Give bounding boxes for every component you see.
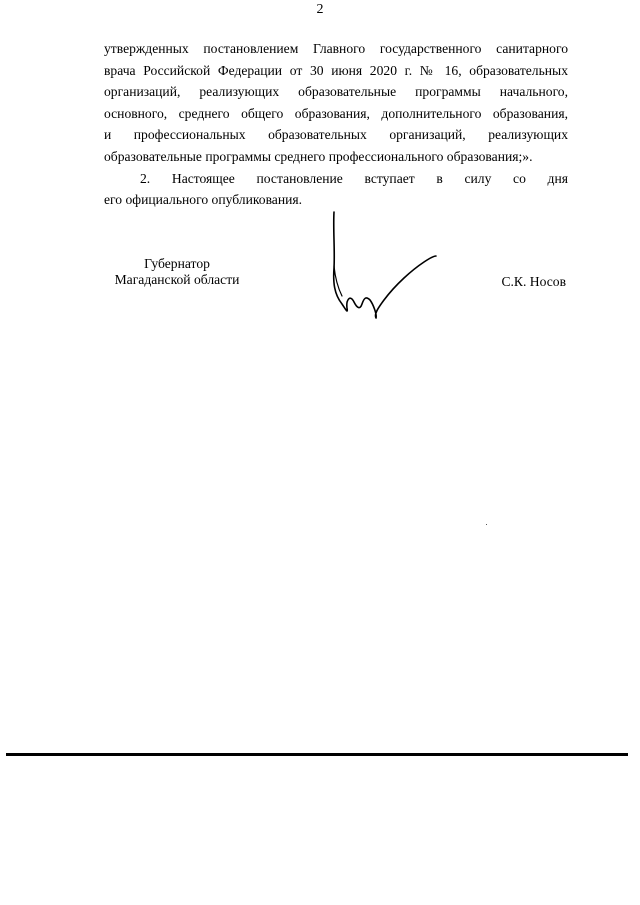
footer-rule	[6, 753, 628, 756]
page-number: 2	[316, 2, 324, 17]
signatory-position	[102, 256, 252, 288]
signatory-name: С.К. Носов	[501, 274, 566, 289]
text-line: 2. Настоящее постановление вступает в силу со дня	[140, 170, 568, 186]
position-title: Губернатор	[144, 256, 210, 271]
position-region: Магаданской области	[114, 272, 240, 287]
body-text	[104, 38, 568, 211]
text-line: образовательные программы среднего профессионального образования;».	[104, 148, 533, 164]
text-line: его официального опубликования.	[104, 192, 303, 208]
text-line: утвержденных постановлением Главного государственного санитарного	[104, 41, 568, 56]
paragraph-effective-date	[104, 168, 568, 211]
paragraph-continuation	[104, 38, 568, 168]
text-line: основного, среднего общего образования, дополнительного образования,	[104, 105, 568, 121]
text-line: и профессиональных образовательных организаций, реализующих	[104, 127, 568, 143]
text-line: врача Российской Федерации от 30 июня 2020 г. № 16, образовательных	[104, 62, 568, 78]
handwritten-signature	[320, 210, 450, 330]
text-line: организаций, реализующих образовательные программы начального,	[104, 84, 568, 100]
scan-speck	[486, 524, 487, 525]
